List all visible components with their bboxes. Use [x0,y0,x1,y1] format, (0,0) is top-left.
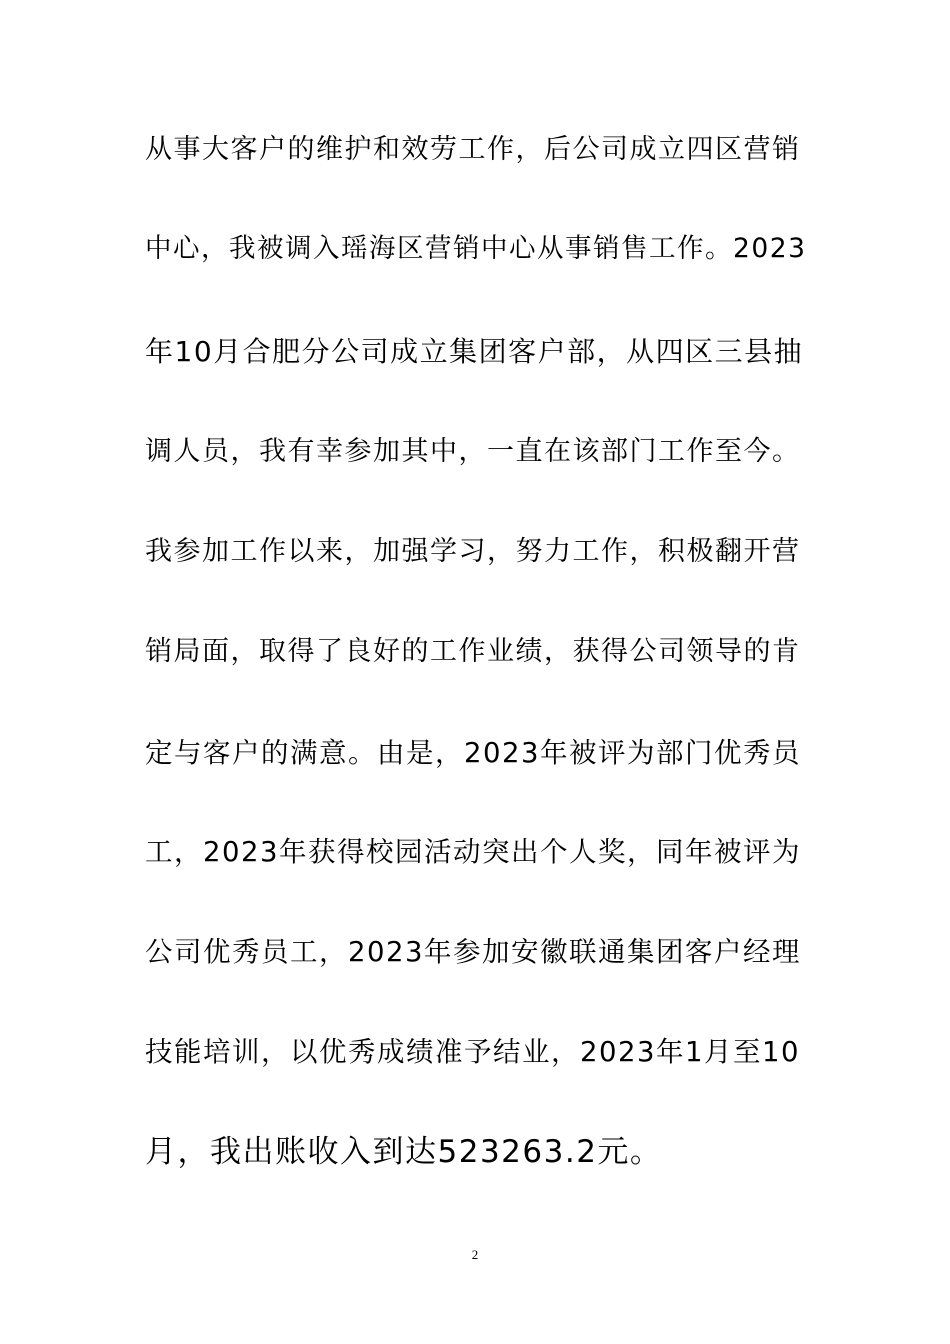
text-line: 从事大客户的维护和效劳工作，后公司成立四区营销 [145,134,801,165]
text-line: 销局面，取得了良好的工作业绩，获得公司领导的肯 [145,636,801,667]
text-line: 中心，我被调入瑶海区营销中心从事销售工作。2023 [145,233,807,264]
text-line: 工，2023年获得校园活动突出个人奖，同年被评为 [145,836,801,868]
page-number: 2 [471,1247,479,1262]
text-line: 公司优秀员工，2023年参加安徽联通集团客户经理 [145,936,801,968]
text-line: 月，我出账收入到达523263.2元。 [145,1134,663,1170]
text-line: 年10月合肥分公司成立集团客户部，从四区三县抽 [145,335,804,368]
text-line: 技能培训，以优秀成绩准予结业，2023年1月至10 [145,1036,800,1068]
text-line: 定与客户的满意。由是，2023年被评为部门优秀员 [145,737,801,769]
text-line: 调人员，我有幸参加其中，一直在该部门工作至今。 [145,436,801,467]
text-line: 我参加工作以来，加强学习，努力工作，积极翻开营 [145,536,801,567]
